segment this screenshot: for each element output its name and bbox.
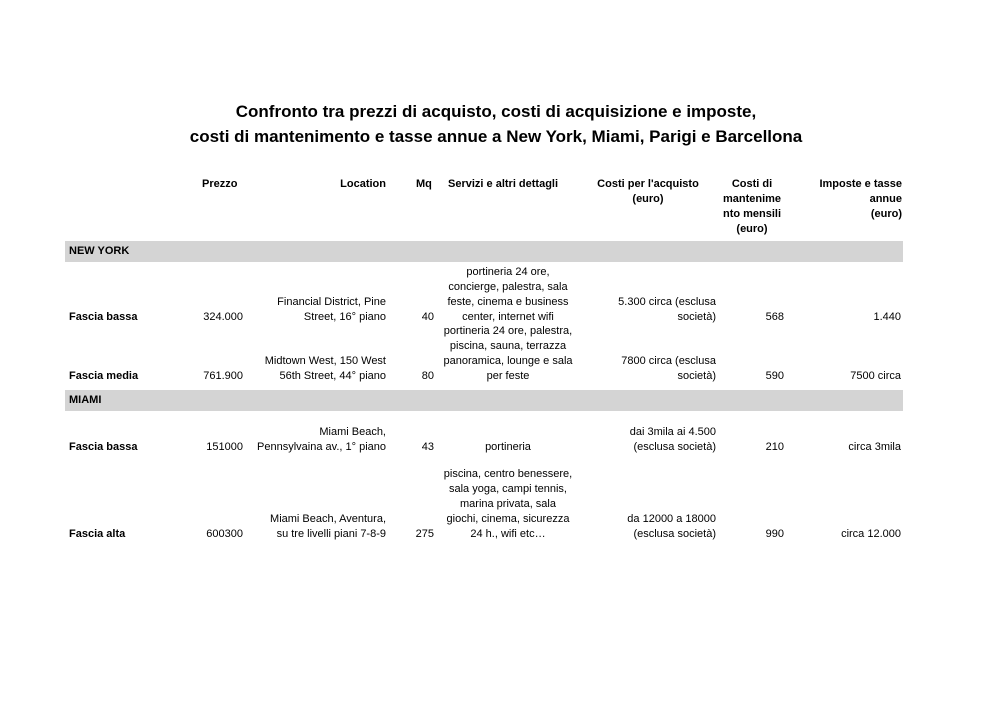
- title-line-2: costi di mantenimento e tasse annue a New York, Miami, Parigi e Barcellona: [189, 127, 803, 146]
- cell-mantenimento: 568: [765, 311, 784, 323]
- cell-servizi: portineria 24 ore, palestra, piscina, sauna, terrazza panoramica, lounge e sala per feste: [443, 325, 573, 382]
- header-imposte: Imposte e tasse annue (euro): [819, 178, 902, 220]
- header-costi-acquisto: Costi per l'acquisto (euro): [597, 178, 699, 205]
- cell-prezzo: 151000: [206, 441, 243, 453]
- section-name: MIAMI: [69, 394, 102, 406]
- cell-imposte: circa 3mila: [848, 441, 901, 453]
- cell-location: Financial District, Pine Street, 16° piano: [277, 296, 386, 323]
- header-prezzo: Prezzo: [202, 178, 238, 190]
- header-costi-mantenimento: Costi di mantenime nto mensili (euro): [722, 178, 782, 235]
- cell-mq: 43: [421, 441, 434, 453]
- cell-costi-acquisto: 7800 circa (esclusa società): [621, 355, 716, 382]
- cell-costi-acquisto: 5.300 circa (esclusa società): [618, 296, 716, 323]
- cell-imposte: 1.440: [873, 311, 901, 323]
- cell-location: Midtown West, 150 West 56th Street, 44° piano: [264, 355, 386, 382]
- header-servizi: Servizi e altri dettagli: [448, 178, 559, 190]
- row-label: Fascia bassa: [69, 311, 138, 323]
- title-line-1: Confronto tra prezzi di acquisto, costi di acquisizione e imposte,: [235, 102, 757, 121]
- cell-imposte: 7500 circa: [850, 370, 901, 382]
- section-band-miami: [65, 390, 903, 411]
- row-label: Fascia alta: [69, 528, 126, 540]
- row-label: Fascia media: [69, 370, 139, 382]
- cell-prezzo: 600300: [206, 528, 243, 540]
- header-mq: Mq: [416, 178, 432, 190]
- header-location: Location: [340, 178, 386, 190]
- section-band-new-york: [65, 241, 903, 262]
- cell-servizi: portineria 24 ore, concierge, palestra, sala feste, cinema e business center, internet wifi: [447, 266, 569, 323]
- cell-mq: 275: [415, 528, 434, 540]
- cell-mq: 40: [421, 311, 434, 323]
- cell-servizi: piscina, centro benessere, sala yoga, campi tennis, marina privata, sala giochi, cinema, sicurezza 24 h., wifi etc…: [443, 468, 573, 540]
- cell-mantenimento: 990: [765, 528, 784, 540]
- cell-costi-acquisto: da 12000 a 18000 (esclusa società): [627, 513, 716, 540]
- cell-mantenimento: 590: [765, 370, 784, 382]
- cell-mq: 80: [421, 370, 434, 382]
- cell-imposte: circa 12.000: [841, 528, 901, 540]
- row-label: Fascia bassa: [69, 441, 138, 453]
- cell-mantenimento: 210: [765, 441, 784, 453]
- section-name: NEW YORK: [69, 245, 130, 257]
- cell-location: Miami Beach, Pennsylvaina av., 1° piano: [257, 426, 386, 453]
- cell-location: Miami Beach, Aventura, su tre livelli piani 7-8-9: [270, 513, 386, 540]
- cell-prezzo: 761.900: [203, 370, 243, 382]
- cell-prezzo: 324.000: [203, 311, 243, 323]
- cell-servizi: portineria: [485, 441, 531, 453]
- page-title: [0, 99, 992, 149]
- cell-costi-acquisto: dai 3mila ai 4.500 (esclusa società): [629, 426, 716, 453]
